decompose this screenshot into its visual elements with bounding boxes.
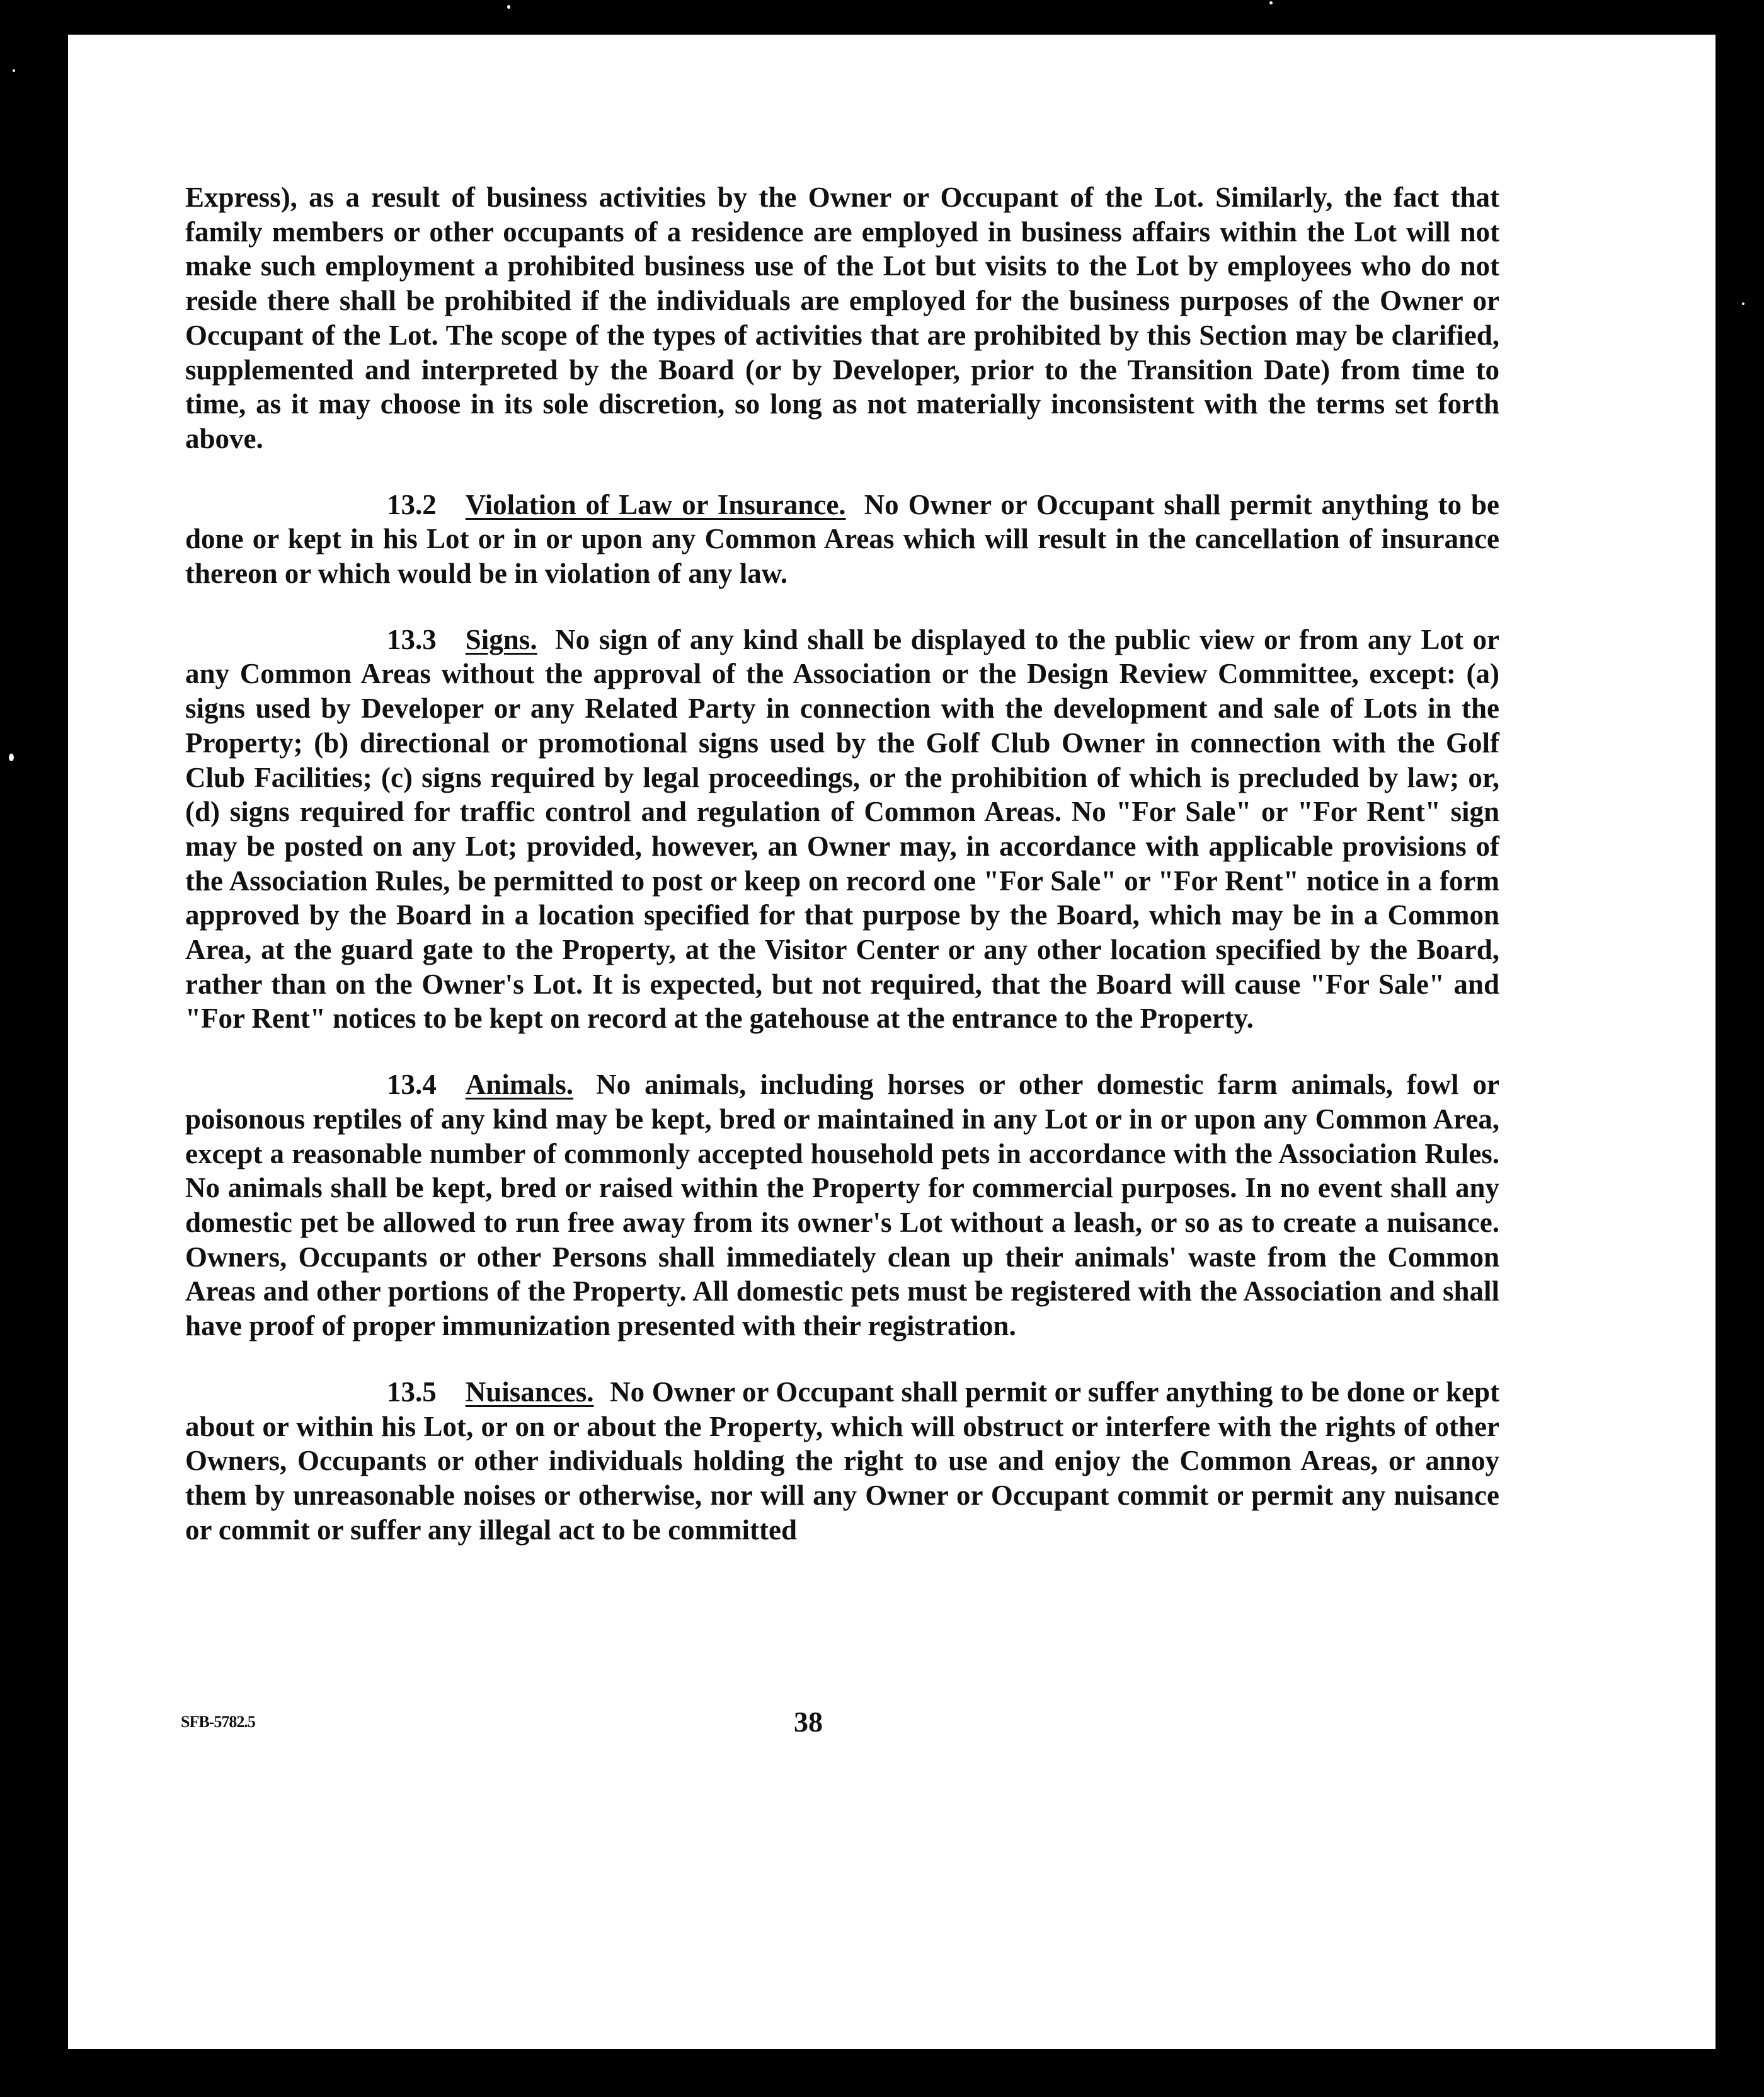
document-body: [185, 180, 1499, 1578]
section-number: 13.2: [387, 488, 437, 520]
section-number: 13.3: [387, 623, 437, 655]
section-13-4: [185, 1067, 1499, 1343]
section-text: No animals, including horses or other domestic farm animals, fowl or poisonous reptiles of any kind may be kept, bred or maintained in any Lot or in or upon any Common Area, except a reasonable number of commonly accepted household pets in accordance with the Association Rules. No animals shall be kept, bred or raised within the Property for commercial purposes. In no event shall any domestic pet be allowed to run free away from its owner's Lot without a leash, or so as to create a nuisance. Owners, Occupants or other Persons shall immediately clean up their animals' waste from the Common Areas and other portions of the Property. All domestic pets must be registered with the Association and shall have proof of proper immunization presented with their registration.: [185, 1069, 1499, 1342]
section-title: Violation of Law or Insurance.: [465, 488, 846, 520]
section-text: No sign of any kind shall be displayed to the public view or from any Lot or any Common Areas without the approval of the Association or the Design Review Committee, except: (a) signs used by Developer or any Related Party in connection with the development and sale of Lots in the Property; (b) directional or promotional signs used by the Golf Club Owner in connection with the Golf Club Facilities; (c) signs required by legal proceedings, or the prohibition of which is precluded by law; or, (d) signs required for traffic control and regulation of Common Areas. No "For Sale" or "For Rent" sign may be posted on any Lot; provided, however, an Owner may, in accordance with applicable provisions of the Association Rules, be permitted to post or keep on record one "For Sale" or "For Rent" notice in a form approved by the Board in a location specified for that purpose by the Board, which may be in a Common Area, at the guard gate to the Property, at the Visitor Center or any other location specified by the Board, rather than on the Owner's Lot. It is expected, but not required, that the Board will cause "For Sale" and "For Rent" notices to be kept on record at the gatehouse at the entrance to the Property.: [185, 623, 1500, 1035]
document-code: SFB-5782.5: [181, 1713, 255, 1731]
scan-speck: [1742, 302, 1744, 305]
scan-speck: [9, 754, 14, 761]
section-title: Nuisances.: [465, 1376, 594, 1408]
scan-speck: [1269, 1, 1273, 4]
section-text: No Owner or Occupant shall permit anything to be done or kept in his Lot or in or upon any Common Areas which will result in the cancellation of insurance thereon or which would be in violation of any law.: [185, 488, 1500, 590]
scan-speck: [507, 5, 510, 9]
section-title: Animals.: [465, 1069, 574, 1101]
section-13-2: [185, 488, 1499, 591]
section-title: Signs.: [465, 623, 537, 655]
section-13-5: [185, 1375, 1499, 1548]
section-13-3: [185, 623, 1499, 1036]
section-number: 13.4: [387, 1069, 437, 1101]
continuation-paragraph: Express), as a result of business activities by the Owner or Occupant of the Lot. Similarly, the fact that family members or other occupants of a residence are employed in business affairs within the Lot will not make such employment a prohibited business use of the Lot but visits to the Lot by employees who do not reside there shall be prohibited if the individuals are employed for the business purposes of the Owner or Occupant of the Lot. The scope of the types of activities that are prohibited by this Section may be clarified, supplemented and interpreted by the Board (or by Developer, prior to the Transition Date) from time to time, as it may choose in its sole discretion, so long as not materially inconsistent with the terms set forth above.: [185, 181, 1499, 454]
scan-speck: [13, 69, 15, 72]
section-text: No Owner or Occupant shall permit or suffer anything to be done or kept about or within his Lot, or on or about the Property, which will obstruct or interfere with the rights of other Owners, Occupants or other individuals holding the right to use and enjoy the Common Areas, or annoy them by unreasonable noises or otherwise, nor will any Owner or Occupant commit or permit any nuisance or commit or suffer any illegal act to be committed: [185, 1376, 1500, 1546]
section-number: 13.5: [387, 1376, 437, 1408]
page-number: 38: [794, 1706, 823, 1738]
